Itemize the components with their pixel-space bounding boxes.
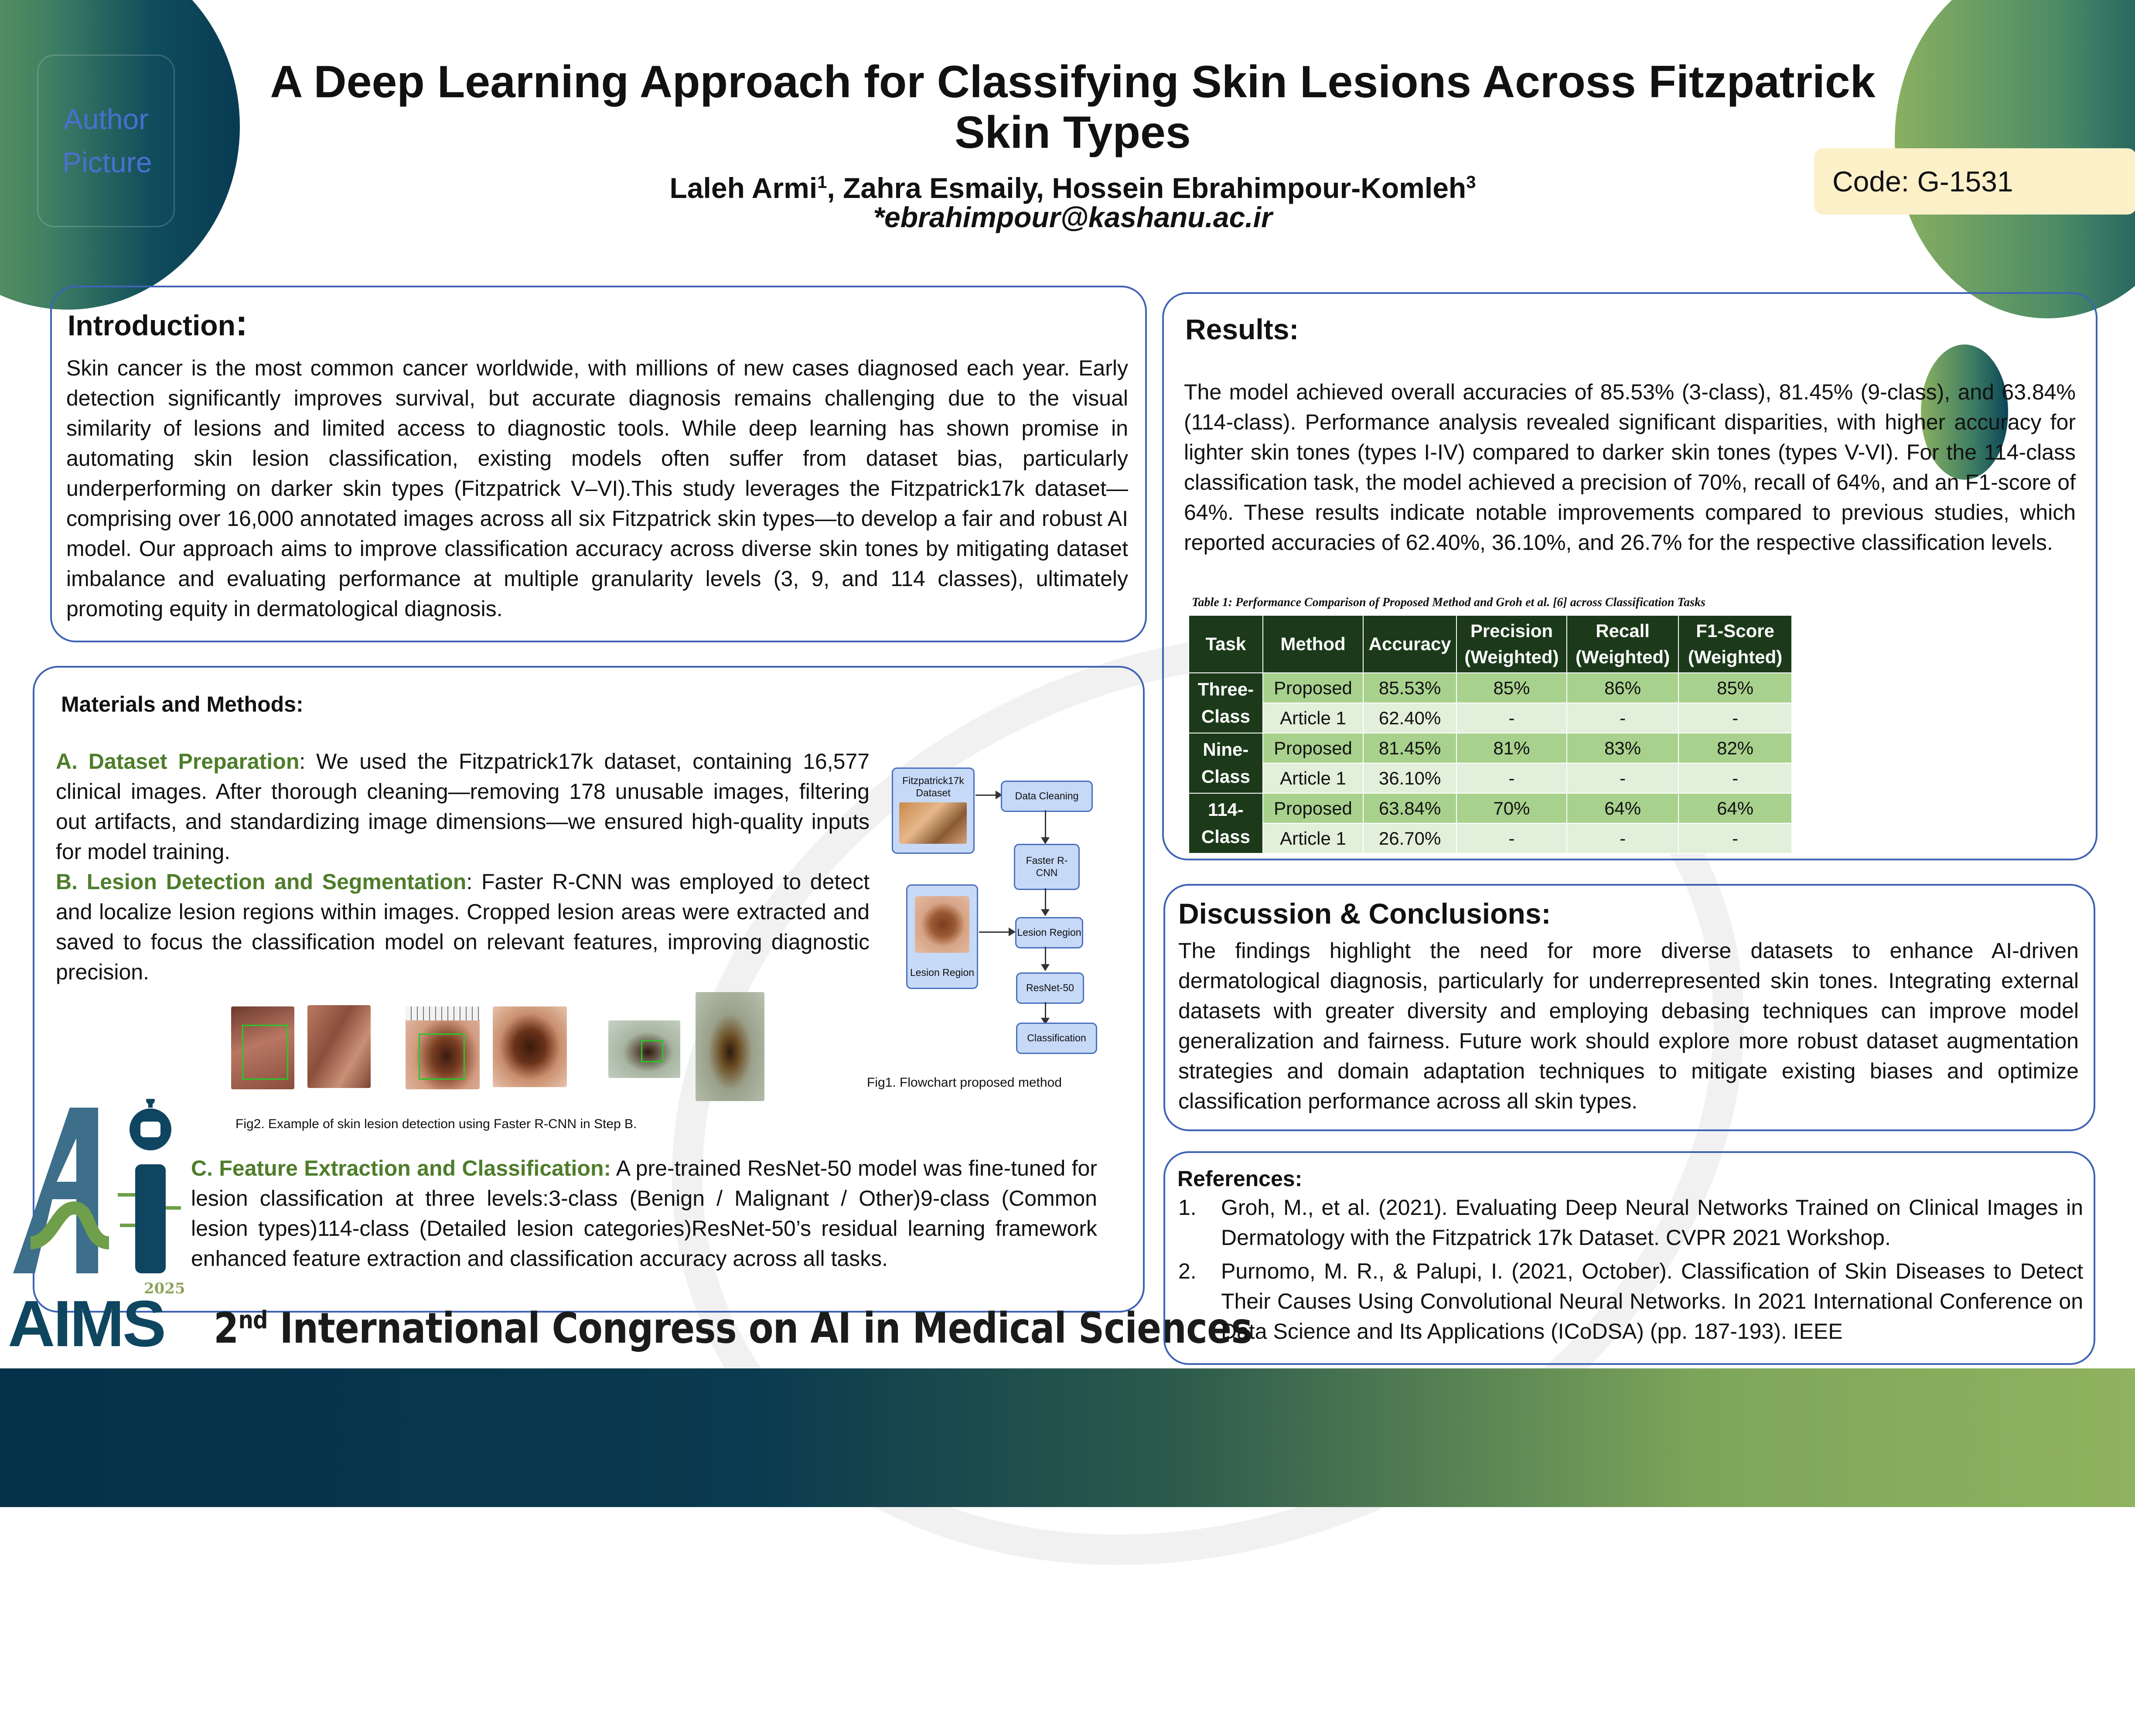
references-list [1178,1193,2083,1347]
table-cell: Article 1 [1263,763,1363,793]
table-cell: 82% [1678,733,1792,763]
fig2-caption: Fig2. Example of skin lesion detection using Faster R-CNN in Step B. [235,1117,637,1131]
footer-band [0,1368,2135,1507]
flow-arrow-1 [975,795,996,796]
authors-rest: , Zahra Esmaily, Hossein Ebrahimpour-Komleh [827,172,1467,204]
table-cell: - [1678,763,1792,793]
table-row [1189,733,1792,763]
congress-ordinal: nd [238,1306,268,1334]
flow-arrow-5 [1045,1002,1046,1019]
table-cell: - [1567,763,1678,793]
header-method: Method [1263,615,1363,673]
discussion-heading-colon: : [1541,897,1551,930]
congress-name: International Congress on AI in Medical Sciences [267,1304,1252,1353]
table-header-row [1189,615,1792,673]
table-cell: 63.84% [1363,793,1456,823]
flow-resnet-box: ResNet-50 [1016,972,1084,1004]
congress-number: 2 [214,1304,239,1353]
table-cell: 83% [1567,733,1678,763]
reference-number: 1. [1178,1195,1197,1220]
table-cell: 81.45% [1363,733,1456,763]
header-f1: F1-Score (Weighted) [1678,615,1792,673]
results-heading: Results: [1185,313,1299,345]
logo-year: 2025 [144,1280,185,1297]
task-114-class: 114-Class [1189,793,1263,853]
header-recall: Recall (Weighted) [1567,615,1678,673]
header-task: Task [1189,615,1263,673]
table-row [1189,823,1792,853]
flow-arrow-side [979,931,1010,933]
discussion-text: The findings highlight the need for more diverse datasets to enhance AI-driven dermatological diagnosis, particularly for underrepresented skin tones. Integrating external datasets with greater diversity and employing debasing techniques can improve model generalization and fairness. Future work should explore more robust dataset augmentation strategies and domain adaptation techniques to mitigate existing biases and optimize classification performance across all skin types. [1178,938,2079,1113]
introduction-heading [68,302,248,343]
flow-arrow-2 [1045,810,1046,838]
feature-extraction-label: C. Feature Extraction and Classification: [191,1156,611,1180]
flow-dataset-label: Fitzpatrick17k Dataset [902,775,964,798]
author-picture-label: Author Picture [62,103,152,178]
table-row [1189,793,1792,823]
methods-section-c [191,1153,1097,1274]
contact-email: *ebrahimpour@kashanu.ac.ir [873,201,1272,233]
author-1-affiliation: 1 [817,173,827,192]
header-precision: Precision (Weighted) [1456,615,1567,673]
reference-text: Groh, M., et al. (2021). Evaluating Deep Neural Networks Trained on Clinical Images in Dermatology with the Fitzpatrick 17k Dataset. CVPR 2021 Workshop. [1221,1195,2083,1250]
methods-section-ab [56,747,870,987]
table-row [1189,763,1792,793]
table-row [1189,673,1792,703]
lesion-detection-label: B. Lesion Detection and Segmentation [56,870,467,894]
table-cell: 81% [1456,733,1567,763]
fig2-image-4 [493,1006,567,1087]
feature-extraction-text: A pre-trained ResNet-50 model was fine-tuned for lesion classification at three levels:3-class (Benign / Malignant / Other)9-class (Common lesion types)114-class (Detailed lesion categories)ResNet-50’s residual learning framework enhanced feature extraction and classification accuracy across all tasks. [191,1156,1097,1271]
table-cell: Article 1 [1263,823,1363,853]
fig2-image-6 [696,992,764,1101]
discussion-heading [1178,896,1551,931]
table-cell: - [1456,823,1567,853]
introduction-text: Skin cancer is the most common cancer worldwide, with millions of new cases diagnosed each year. Early detection significantly improves survival, but accurate diagnosis remains challenging due to the visual similarity of lesions and limited access to diagnostic tools. While deep learning has shown promise in automating skin lesion classification, existing models often suffer from dataset bias, particularly underperforming on darker skin types (Fitzpatrick V–VI).This study leverages the Fitzpatrick17k dataset—comprising over 16,000 annotated images across all six Fitzpatrick skin types—to develop a fair and robust AI model. Our approach aims to improve classification accuracy across diverse skin tones by mitigating dataset imbalance and evaluating performance at multiple granularity levels (3, 9, and 114 classes), ultimately promoting equity in dermatological diagnosis. [66,356,1128,621]
table-row [1189,703,1792,733]
flow-lesion-image [915,896,969,953]
flow-arrow-4 [1045,947,1046,965]
poster-title: A Deep Learning Approach for Classifying Skin Lesions Across Fitzpatrick Skin Types [270,57,1876,158]
table-cell: 86% [1567,673,1678,703]
table-cell: Article 1 [1263,703,1363,733]
introduction-heading-text: Introduction [68,309,235,341]
table-cell: Proposed [1263,673,1363,703]
table-cell: - [1456,703,1567,733]
table-cell: - [1567,703,1678,733]
discussion-heading-text: Discussion & Conclusions [1178,897,1542,930]
table-cell: Proposed [1263,733,1363,763]
performance-table [1188,615,1792,854]
task-nine-class: Nine-Class [1189,733,1263,793]
fig1-caption: Fig1. Flowchart proposed method [867,1075,1062,1090]
table-cell: 70% [1456,793,1567,823]
fig2-ruler [406,1006,480,1020]
dataset-prep-label: A. Dataset Preparation [56,749,300,774]
fig2-detection-box-3 [419,1033,465,1080]
reference-item [1178,1193,2083,1253]
table-cell: - [1456,763,1567,793]
table-cell: 62.40% [1363,703,1456,733]
flow-faster-rcnn-label: Faster R-CNN [1026,855,1068,878]
results-text: The model achieved overall accuracies of 85.53% (3-class), 81.45% (9-class), and 63.84% (114-class). Performance analysis revealed significant disparities, with higher accuracy for lighter skin tones (types I-IV) compared to darker skin tones (types V-VI). For the 114-class classification task, the model achieved a precision of 70%, recall of 64%, and an F1-score of 64%. These results indicate notable improvements compared to previous studies, which reported accuracies of 62.40%, 36.10%, and 26.7% for the respective classification levels. [1184,380,2076,555]
lesion-detection-text: : Faster R-CNN was employed to detect and localize lesion regions within images. Cropped lesion areas were extracted and saved to focus the classification model on relevant features, improving diagnostic precision. [56,870,870,984]
table-caption: Table 1: Performance Comparison of Proposed Method and Groh et al. [6] across Classification Tasks [1192,596,1705,609]
flow-lesion-image-label: Lesion Region [910,967,975,979]
task-three-class: Three-Class [1189,673,1263,733]
table-cell: 36.10% [1363,763,1456,793]
reference-number: 2. [1178,1259,1197,1283]
poster-code: Code: G-1531 [1814,148,2135,215]
fig2-detection-box-5 [641,1040,663,1062]
table-cell: Proposed [1263,793,1363,823]
references-heading: References: [1177,1166,1303,1191]
author-3-affiliation: 3 [1466,173,1476,192]
reference-item [1178,1256,2083,1347]
flow-cleaning-box: Data Cleaning [1001,781,1093,812]
methods-heading: Materials and Methods: [61,692,304,716]
logo-text: AIMS [8,1287,164,1360]
table-cell: 26.70% [1363,823,1456,853]
flow-faster-rcnn-box [1014,844,1080,890]
author-picture-placeholder [37,55,175,227]
dataset-prep-text: : We used the Fitzpatrick17k dataset, containing 16,577 clinical images. After thorough cleaning—removing 178 unusable images, filtering out artifacts, and standardizing image dimensions—we ensured high-quality inputs for model training. [56,749,870,864]
flow-dataset-image [899,802,967,844]
table-cell: 64% [1678,793,1792,823]
table-cell: - [1678,703,1792,733]
reference-text: Purnomo, M. R., & Palupi, I. (2021, October). Classification of Skin Diseases to Detect Their Causes Using Convolutional Neural Networks. In 2021 International Conference on Data Science and Its Applications (ICoDSA) (pp. 187-193). IEEE [1221,1259,2083,1344]
header-accuracy: Accuracy [1363,615,1456,673]
table-cell: - [1567,823,1678,853]
flow-lesion-region-box: Lesion Region [1015,917,1083,948]
table-cell: 64% [1567,793,1678,823]
fig2-detection-box-1 [242,1025,288,1080]
ai-robot-logo-icon [4,1099,192,1291]
flow-classification-box: Classification [1016,1023,1097,1054]
congress-title [214,1304,1252,1353]
table-cell: 85% [1456,673,1567,703]
table-cell: 85.53% [1363,673,1456,703]
author-1: Laleh Armi [669,172,818,204]
table-cell: 85% [1678,673,1792,703]
introduction-heading-colon: : [235,302,248,343]
table-cell: - [1678,823,1792,853]
fig2-image-2 [307,1005,371,1088]
flow-arrow-3 [1045,888,1046,910]
